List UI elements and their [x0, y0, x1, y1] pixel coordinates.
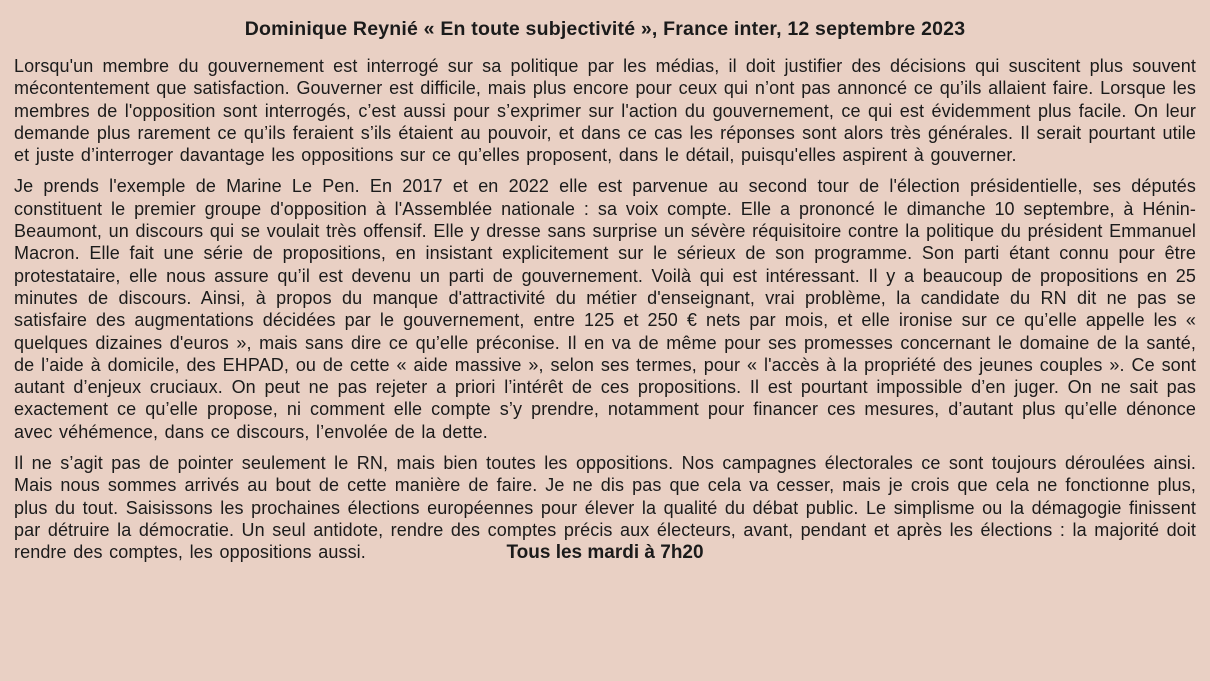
broadcast-schedule-note: Tous les mardi à 7h20: [506, 541, 704, 563]
paragraph-3: Il ne s’agit pas de pointer seulement le RN, mais bien toutes les oppositions. Nos campagnes électorales ce sont toujours déroulées ainsi. Mais nous sommes arrivés au bout de cette manière de faire. Je ne dis pas que cela va cesser, mais je crois que cela ne fonctionne plus, plus du tout. Saisissons les prochaines élections européennes pour élever la qualité du débat public. Le simplisme ou la démagogie finissent par détruire la démocratie. Un seul antidote, rendre des comptes précis aux électeurs, avant, pendant et après les élections : la majorité doit rendre des comptes, les oppositions aussi.: [14, 453, 1196, 563]
page-title: Dominique Reynié « En toute subjectivité », France inter, 12 septembre 2023: [244, 18, 966, 40]
paragraph-2: Je prends l'exemple de Marine Le Pen. En 2017 et en 2022 elle est parvenue au second tour de l'élection présidentielle, ses députés constituent le premier groupe d'opposition à l'Assemblée nationale : sa voix compte. Elle a prononcé le dimanche 10 septembre, à Hénin-Beaumont, un discours qui se voulait très offensif. Elle y dresse sans surprise un sévère réquisitoire contre la politique du président Emmanuel Macron. Elle fait une série de propositions, en insistant explicitement sur le sérieux de son programme. Son parti étant connu pour être protestataire, elle nous assure qu’il est devenu un parti de gouvernement. Voilà qui est intéressant. Il y a beaucoup de propositions en 25 minutes de discours. Ainsi, à propos du manque d'attractivité du métier d'enseignant, vrai problème, la candidate du RN dit ne pas se satisfaire des augmentations décidées par le gouvernement, entre 125 et 250 € nets par mois, et elle ironise sur ce qu’elle appelle les « quelques dizaines d'euros », mais sans dire ce qu’elle préconise. Il en va de même pour ses promesses concernant le domaine de la santé, de l’aide à domicile, des EHPAD, ou de cette « aide massive », selon ses termes, pour « l'accès à la propriété des jeunes couples ». Ce sont autant d’enjeux cruciaux. On peut ne pas rejeter a priori l’intérêt de ces propositions. Il est pourtant impossible d’en juger. On ne sait pas exactement ce qu’elle propose, ni comment elle compte s’y prendre, notamment pour financer ces mesures, d’autant plus qu’elle dénonce avec véhémence, dans ce discours, l’envolée de la dette.: [14, 176, 1196, 442]
paragraph-1: Lorsqu'un membre du gouvernement est interrogé sur sa politique par les médias, il doit justifier des décisions qui suscitent plus souvent mécontentement que satisfaction. Gouverner est difficile, mais plus encore pour ceux qui n’ont pas annoncé ce qu’ils allaient faire. Lorsque les membres de l'opposition sont interrogés, c’est aussi pour s’exprimer sur l'action du gouvernement, ce qui est évidemment plus facile. On leur demande plus rarement ce qu’ils feraient s’ils étaient au pouvoir, et dans ce cas les réponses sont alors très générales. Il serait pourtant utile et juste d’interroger davantage les oppositions sur ce qu’elles proposent, dans le détail, puisqu'elles aspirent à gouverner.: [14, 56, 1196, 166]
article-body: [14, 55, 1196, 564]
